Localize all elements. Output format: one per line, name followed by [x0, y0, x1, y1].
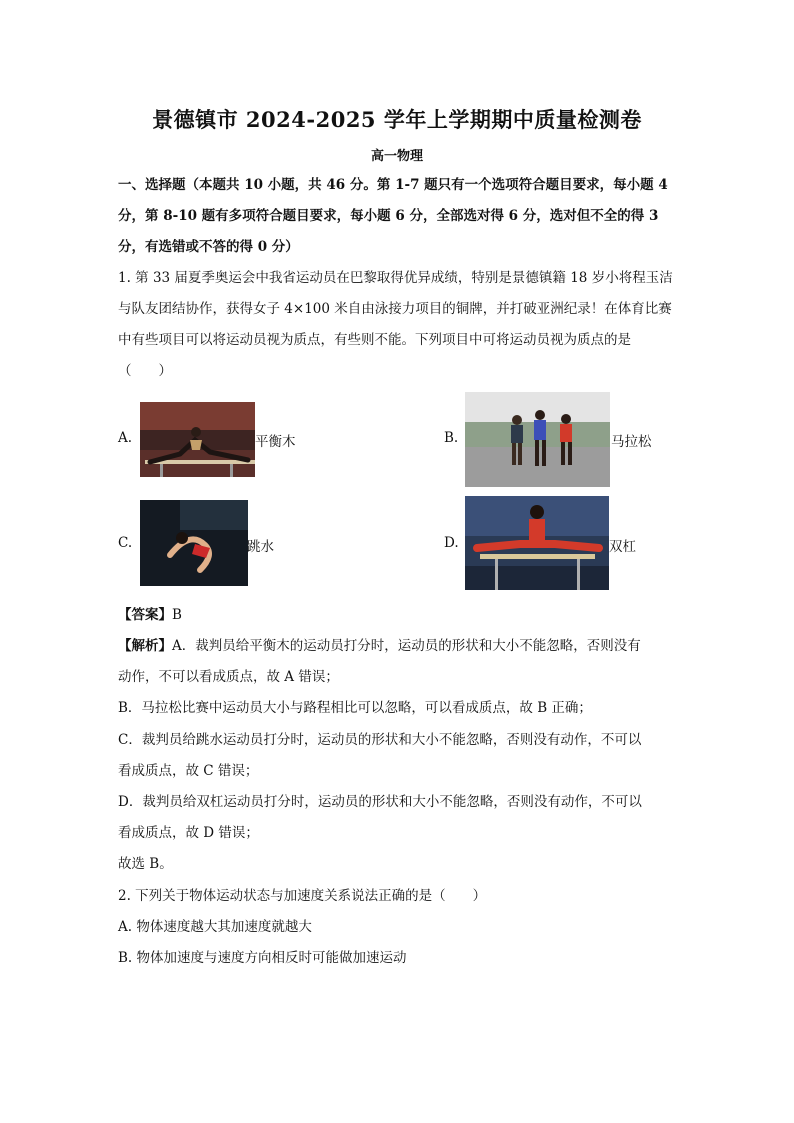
- analysis-line-6: D．裁判员给双杠运动员打分时，运动员的形状和大小不能忽略，否则没有动作，不可以: [118, 794, 642, 810]
- question-2-option-b: B. 物体加速度与速度方向相反时可能做加速运动: [118, 950, 407, 966]
- question-2-stem: 2. 下列关于物体运动状态与加速度关系说法正确的是（ ）: [118, 888, 487, 904]
- option-a-label: 平衡木: [255, 434, 296, 450]
- analysis-line-2: 动作，不可以看成质点，故 A 错误；: [118, 669, 339, 685]
- option-b-letter: B.: [444, 430, 459, 446]
- analysis-line-3: B．马拉松比赛中运动员大小与路程相比可以忽略，可以看成质点，故 B 正确；: [118, 700, 592, 716]
- balance-beam-photo: [140, 402, 255, 477]
- diving-photo: [140, 500, 248, 586]
- parallel-bars-photo: [465, 496, 609, 590]
- answer-value: B: [172, 607, 182, 623]
- answer-line: [118, 603, 688, 623]
- page-title: 景德镇市 2024-2025 学年上学期期中质量检测卷: [152, 107, 642, 132]
- option-c-letter: C.: [118, 535, 133, 551]
- answer-tag: 【答案】: [118, 607, 172, 623]
- option-d-letter: D.: [444, 535, 459, 551]
- option-a-letter: A.: [118, 430, 133, 446]
- option-c-label: 跳水: [247, 539, 274, 555]
- question-2-option-a: A. 物体速度越大其加速度就越大: [118, 919, 312, 935]
- question-1-stem: 1. 第 33 届夏季奥运会中我省运动员在巴黎取得优异成绩，特别是景德镇籍 18 岁小将程玉洁与队友团结协作，获得女子 4×100 米自由泳接力项目的铜牌，并打破亚洲纪录！在体育比赛中有些项目可以将运动员视为质点，有些则不能。下列项目中可将运动员视为质点的是（ ）: [118, 270, 673, 379]
- analysis-line-8: 故选 B。: [118, 856, 173, 872]
- section-heading: 一、选择题（本题共 10 小题，共 46 分。第 1-7 题只有一个选项符合题目要求，每小题 4 分，第 8-10 题有多项符合题目要求，每小题 6 分，全部选对得 6 分，选对但不全的得 3 分，有选错或不答的得 0 分）: [118, 177, 668, 255]
- page-subtitle: 高一物理: [370, 149, 423, 164]
- analysis-line-5: 看成质点，故 C 错误；: [118, 763, 259, 779]
- marathon-photo: [465, 392, 610, 487]
- option-b-label: 马拉松: [611, 434, 652, 450]
- analysis-tag: 【解析】: [118, 638, 172, 654]
- analysis-line-1: 【解析】A．裁判员给平衡木的运动员打分时，运动员的形状和大小不能忽略，否则没有: [118, 638, 641, 654]
- analysis-line-4: C．裁判员给跳水运动员打分时，运动员的形状和大小不能忽略，否则没有动作，不可以: [118, 732, 642, 748]
- option-d-label: 双杠: [609, 539, 636, 555]
- analysis-line-7: 看成质点，故 D 错误；: [118, 825, 259, 841]
